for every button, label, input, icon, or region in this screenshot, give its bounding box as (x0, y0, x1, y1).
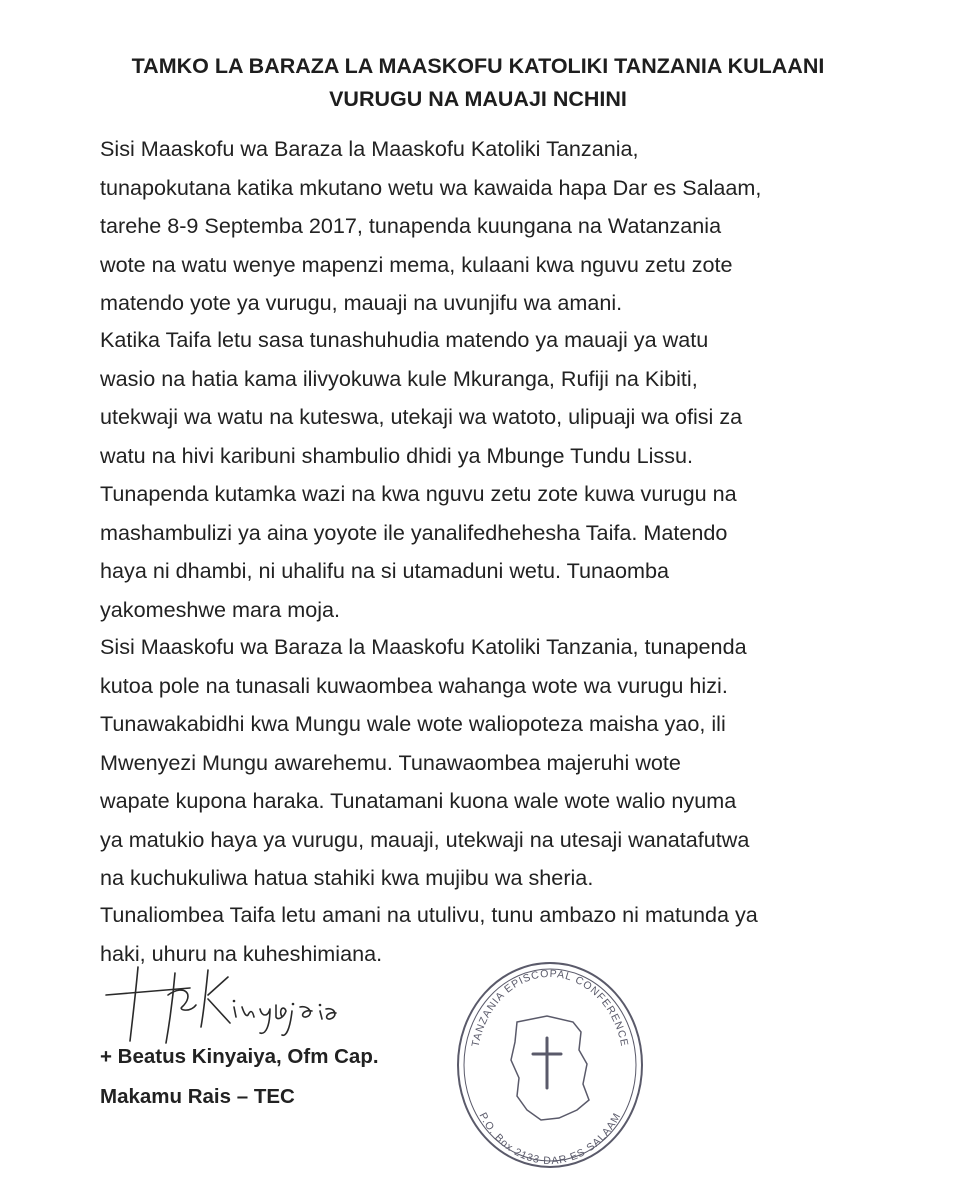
text-line: wasio na hatia kama ilivyokuwa kule Mkuranga, Rufiji na Kibiti, (100, 365, 698, 391)
text-line: watu na hivi karibuni shambulio dhidi ya Mbunge Tundu Lissu. (100, 442, 693, 468)
text-line: Sisi Maaskofu wa Baraza la Maaskofu Katoliki Tanzania, tunapenda (100, 634, 747, 659)
paragraph-1 (100, 130, 876, 323)
signer-role: Makamu Rais – TEC (100, 1085, 295, 1108)
text-line: utekwaji wa watu na kuteswa, utekaji wa watoto, ulipuaji wa ofisi za (100, 404, 743, 429)
text-line: wote na watu wenye mapenzi mema, kulaani kwa nguvu zetu zote (100, 251, 733, 277)
paragraph-3 (100, 475, 876, 629)
text-line: mashambulizi ya aina yoyote ile yanalifedhehesha Taifa. Matendo (100, 519, 728, 545)
text-line: ya matukio haya ya vurugu, mauaji, utekwaji na utesaji wanatafutwa (100, 826, 750, 852)
document-title (60, 50, 896, 116)
text-line: Katika Taifa letu sasa tunashuhudia matendo ya mauaji ya watu (100, 327, 709, 352)
text-line: wapate kupona haraka. Tunatamani kuona wale wote walio nyuma (100, 788, 737, 813)
text-line: haya ni dhambi, ni uhalifu na si utamaduni wetu. Tunaomba (100, 558, 669, 583)
paragraph-2 (100, 321, 876, 475)
seal-top-text: TANZANIA EPISCOPAL CONFERENCE (469, 967, 631, 1048)
text-line: na kuchukuliwa hatua stahiki kwa mujibu wa sheria. (100, 865, 594, 890)
episcopal-conference-seal (455, 960, 645, 1170)
seal-bottom-text: P.O. Box 2133 DAR ES SALAAM (476, 1110, 624, 1168)
tanzania-map-outline (511, 1016, 589, 1120)
text-line: matendo yote ya vurugu, mauaji na uvunjifu wa amani. (100, 290, 623, 315)
handwritten-signature (100, 955, 340, 1045)
cross-icon (533, 1038, 561, 1088)
title-line: TAMKO LA BARAZA LA MAASKOFU KATOLIKI TANZANIA KULAANI (131, 54, 825, 78)
text-line: Mwenyezi Mungu awarehemu. Tunawaombea majeruhi wote (100, 749, 681, 775)
text-line: yakomeshwe mara moja. (100, 596, 341, 622)
text-line: Sisi Maaskofu wa Baraza la Maaskofu Katoliki Tanzania, (100, 136, 639, 161)
text-line: Tunawakabidhi kwa Mungu wale wote waliopoteza maisha yao, ili (100, 711, 726, 736)
text-line: kutoa pole na tunasali kuwaombea wahanga wote wa vurugu hizi. (100, 672, 728, 698)
title-line: VURUGU NA MAUAJI NCHINI (329, 87, 627, 111)
paragraph-4 (100, 628, 876, 898)
text-line: haki, uhuru na kuheshimiana. (100, 940, 383, 966)
text-line: tarehe 8-9 Septemba 2017, tunapenda kuungana na Watanzania (100, 213, 722, 238)
text-line: Tunapenda kutamka wazi na kwa nguvu zetu zote kuwa vurugu na (100, 481, 737, 506)
text-line: Tunaliombea Taifa letu amani na utulivu, tunu ambazo ni matunda ya (100, 902, 758, 927)
signer-name: + Beatus Kinyaiya, Ofm Cap. (100, 1045, 379, 1068)
text-line: tunapokutana katika mkutano wetu wa kawaida hapa Dar es Salaam, (100, 174, 762, 200)
